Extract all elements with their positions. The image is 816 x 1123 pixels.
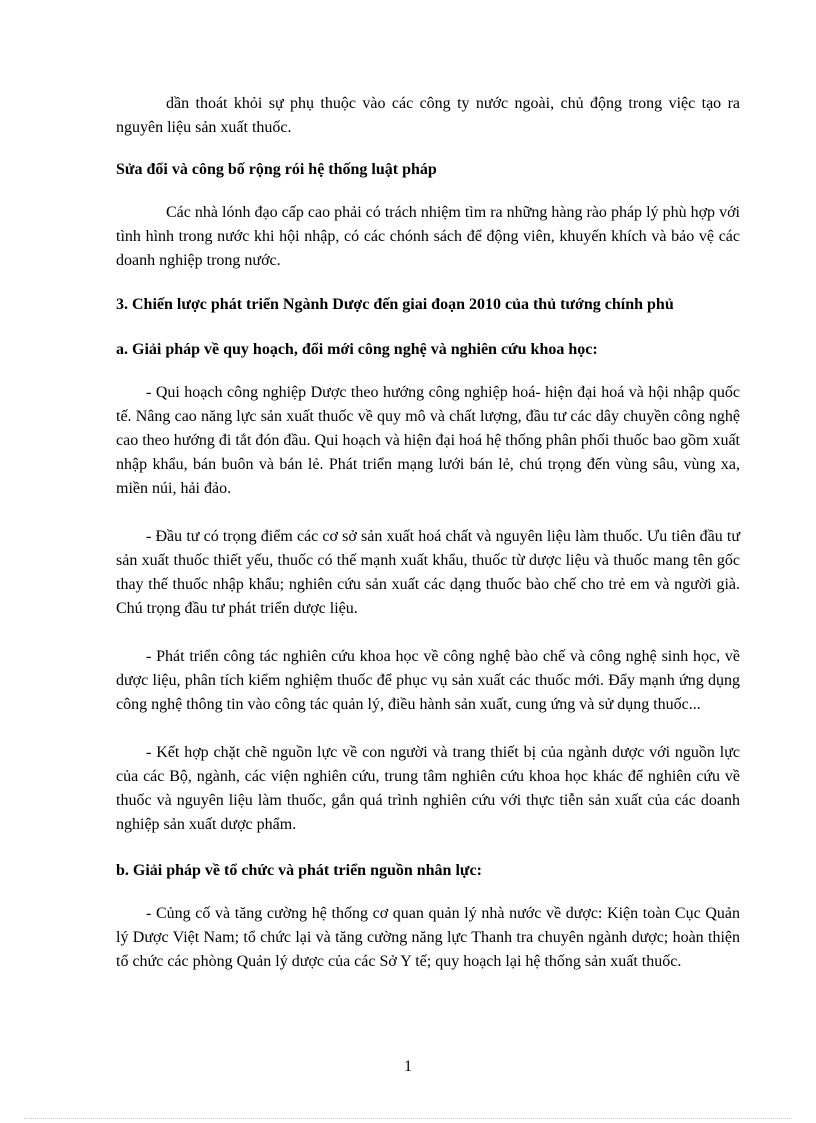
document-page xyxy=(116,92,740,974)
law-section-paragraph: Các nhà lónh đạo cấp cao phải có trách nhiệm tìm ra những hàng rào pháp lý phù hợp với tình hình trong nước khi hội nhập, có các chónh sách để động viên, khuyến khích và bảo vệ các doanh nghiệp trong nước. xyxy=(116,204,740,269)
section-a-item-1: - Qui hoạch công nghiệp Dược theo hướng công nghiệp hoá- hiện đại hoá và hội nhập quốc tế. Nâng cao năng lực sản xuất thuốc về quy mô và chất lượng, đầu tư các dây chuyền công nghệ cao theo hướng đi tắt đón đầu. Qui hoạch và hiện đại hoá hệ thống phân phối thuốc bao gồm xuất nhập khẩu, bán buôn và bán lẻ. Phát triển mạng lưới bán lẻ, chú trọng đến vùng sâu, vùng xa, miền núi, hải đảo. xyxy=(116,384,740,497)
page-bottom-edge xyxy=(24,1118,792,1119)
intro-continuation-paragraph: dần thoát khỏi sự phụ thuộc vào các công ty nước ngoài, chủ động trong việc tạo ra nguyên liệu sản xuất thuốc. xyxy=(116,95,740,136)
section-a-heading: a. Giải pháp về quy hoạch, đổi mới công nghệ và nghiên cứu khoa học: xyxy=(116,341,598,358)
section-b-heading: b. Giải pháp về tổ chức và phát triển nguồn nhân lực: xyxy=(116,862,482,879)
section-3-heading: 3. Chiến lược phát triển Ngành Dược đến giai đoạn 2010 của thủ tướng chính phủ xyxy=(116,296,674,313)
law-section-heading: Sửa đổi và công bố rộng rói hệ thống luật pháp xyxy=(116,161,437,178)
section-b-item-1: - Củng cố và tăng cường hệ thống cơ quan quản lý nhà nước về dược: Kiện toàn Cục Quản lý Dược Việt Nam; tổ chức lại và tăng cường năng lực Thanh tra chuyên ngành dược; hoàn thiện tổ chức các phòng Quản lý dược của các Sở Y tế; quy hoạch lại hệ thống sản xuất thuốc. xyxy=(116,905,740,970)
section-a-item-2: - Đầu tư có trọng điểm các cơ sở sản xuất hoá chất và nguyên liệu làm thuốc. Ưu tiên đầu tư sản xuất thuốc thiết yếu, thuốc có thế mạnh xuất khẩu, thuốc từ dược liệu và thuốc mang tên gốc thay thế thuốc nhập khẩu; nghiên cứu sản xuất các dạng thuốc bào chế cho trẻ em và người già. Chú trọng đầu tư phát triển dược liệu. xyxy=(116,528,740,617)
page-number: 1 xyxy=(404,1058,412,1075)
section-a-item-4: - Kết hợp chặt chẽ nguồn lực về con người và trang thiết bị của ngành dược với nguồn lực của các Bộ, ngành, các viện nghiên cứu, trung tâm nghiên cứu khoa học khác để nghiên cứu về thuốc và nguyên liệu làm thuốc, gắn quá trình nghiên cứu với thực tiễn sản xuất của các doanh nghiệp sản xuất dược phẩm. xyxy=(116,744,740,833)
section-a-item-3: - Phát triển công tác nghiên cứu khoa học về công nghệ bào chế và công nghệ sinh học, về dược liệu, phân tích kiểm nghiệm thuốc để phục vụ sản xuất các thuốc mới. Đẩy mạnh ứng dụng công nghệ thông tin vào công tác quản lý, điều hành sản xuất, cung ứng và sử dụng thuốc... xyxy=(116,648,740,713)
